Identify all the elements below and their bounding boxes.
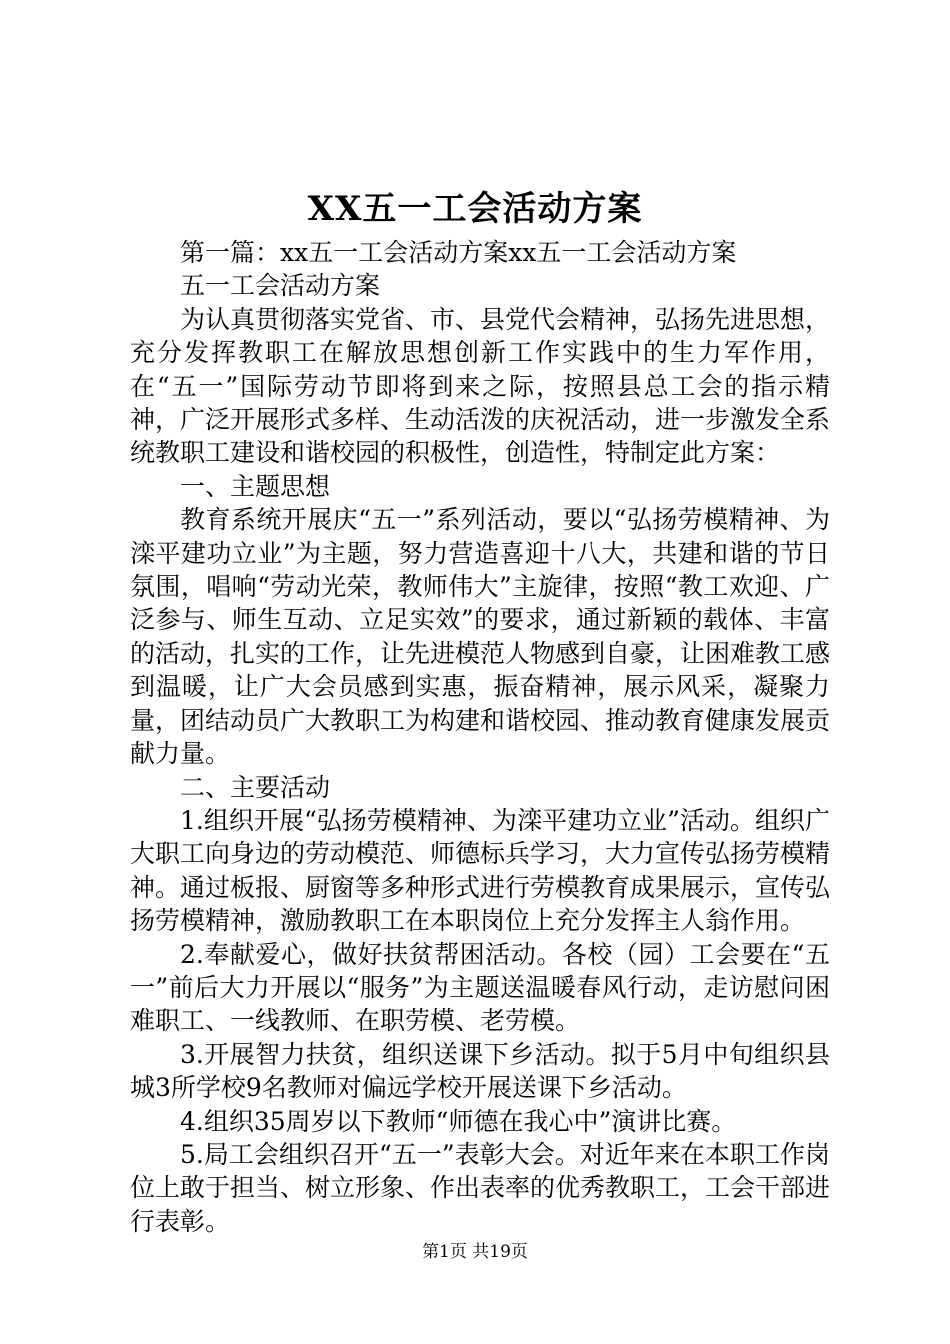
activity-item-4: 4.组织35周岁以下教师“师德在我心中”演讲比赛。: [180, 1106, 737, 1136]
section-heading-activities: 二、主要活动: [180, 772, 331, 802]
activity-item-5: 5.局工会组织召开“五一”表彰大会。对近年来在本职工作岗位上敢于担当、树立形象、作出表率的优秀教职工，工会干部进行表彰。: [130, 1139, 831, 1236]
section-heading-theme: 一、主题思想: [180, 471, 331, 501]
activity-item-2: 2.奉献爱心，做好扶贫帮困活动。各校（园）工会要在“五一”前后大力开展以“服务”为主题送温暖春风行动，走访慰问困难职工、一线教师、在职劳模、老劳模。: [130, 939, 830, 1036]
activity-item-3: 3.开展智力扶贫，组织送课下乡活动。拟于5月中旬组织县城3所学校9名教师对偏远学校开展送课下乡活动。: [130, 1039, 830, 1103]
paragraph-subtitle: 五一工会活动方案: [180, 271, 381, 301]
activity-item-1: 1.组织开展“弘扬劳模精神、为滦平建功立业”活动。组织广大职工向身边的劳动模范、师德标兵学习，大力宣传弘扬劳模精神。通过板报、厨窗等多种形式进行劳模教育成果展示，宣传弘扬劳模精神，激励教职工在本职岗位上充分发挥主人翁作用。: [130, 805, 831, 936]
paragraph-intro: 为认真贯彻落实党省、市、县党代会精神，弘扬先进思想，充分发挥教职工在解放思想创新工作实践中的生力军作用，在“五一”国际劳动节即将到来之际，按照县总工会的指示精神，广泛开展形式多样、生动活泼的庆祝活动，进一步激发全系统教职工建设和谐校园的积极性，创造性，特制定此方案：: [130, 304, 831, 468]
page-number-footer: 第1页 共19页: [422, 1242, 528, 1262]
paragraph-chapter-heading: 第一篇：xx五一工会活动方案xx五一工会活动方案: [180, 238, 737, 267]
document-title: XX五一工会活动方案: [307, 189, 643, 229]
paragraph-theme: 教育系统开展庆“五一”系列活动，要以“弘扬劳模精神、为滦平建功立业”为主题，努力营造喜迎十八大，共建和谐的节日氛围，唱响“劳动光荣，教师伟大”主旋律，按照“教工欢迎、广泛参与、师生互动、立足实效”的要求，通过新颖的载体、丰富的活动，扎实的工作，让先进模范人物感到自豪，让困难教工感到温暖，让广大会员感到实惠，振奋精神，展示风采，凝聚力量，团结动员广大教职工为构建和谐校园、推动教育健康发展贡献力量。: [130, 505, 831, 769]
document-body: [130, 236, 830, 1238]
